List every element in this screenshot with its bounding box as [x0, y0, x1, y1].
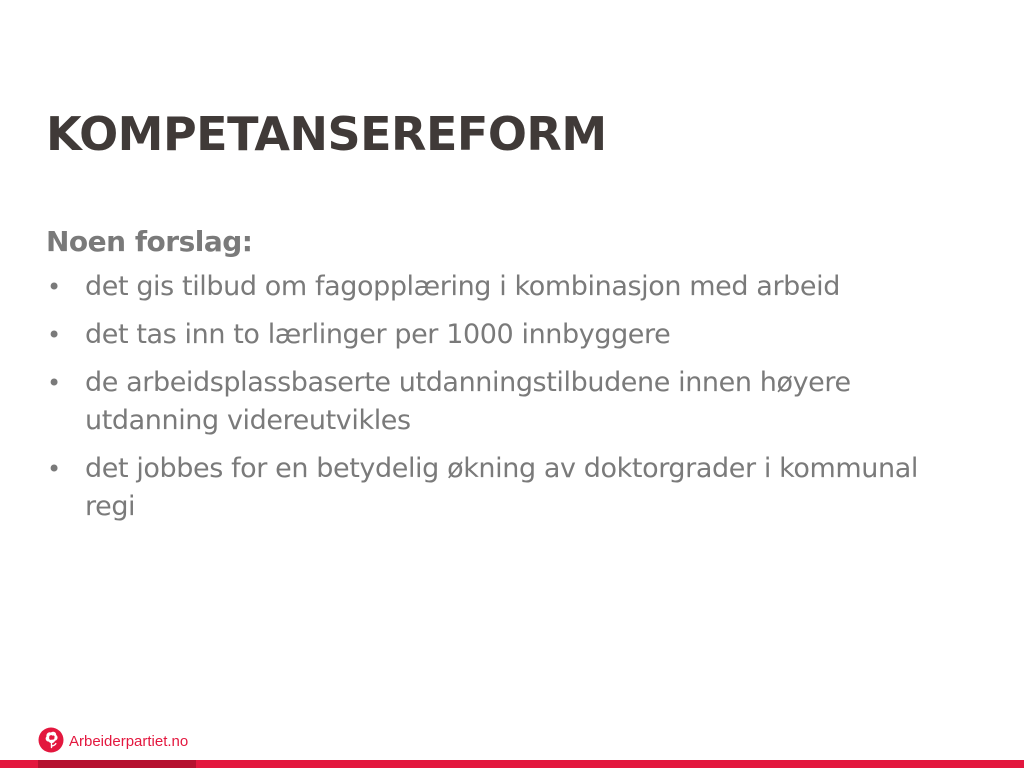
party-logo: [38, 726, 188, 756]
rose-icon: [38, 726, 66, 756]
bullet-text: det gis tilbud om fagopplæring i kombinasjon med arbeid: [85, 271, 840, 302]
bullet-icon: •: [47, 273, 61, 301]
bullet-item: [46, 316, 946, 354]
bullet-item: [46, 364, 946, 440]
bullet-icon: •: [47, 455, 61, 483]
footer-accent-bar: [38, 760, 196, 768]
intro-text: Noen forslag:: [46, 225, 253, 258]
bullet-icon: •: [47, 321, 61, 349]
bullet-text: det jobbes for en betydelig økning av doktorgrader i kommunal regi: [85, 453, 918, 522]
bullet-text: de arbeidsplassbaserte utdanningstilbudene innen høyere utdanning videreutvikles: [85, 367, 851, 436]
bullet-item: [46, 268, 946, 306]
bullet-item: [46, 450, 946, 526]
slide-content: [46, 220, 946, 526]
bullet-list: [46, 268, 946, 526]
bullet-icon: •: [47, 369, 61, 397]
bullet-text: det tas inn to lærlinger per 1000 innbyggere: [85, 319, 671, 350]
logo-text: Arbeiderpartiet.no: [69, 732, 189, 750]
slide-title: KOMPETANSEREFORM: [46, 107, 607, 161]
